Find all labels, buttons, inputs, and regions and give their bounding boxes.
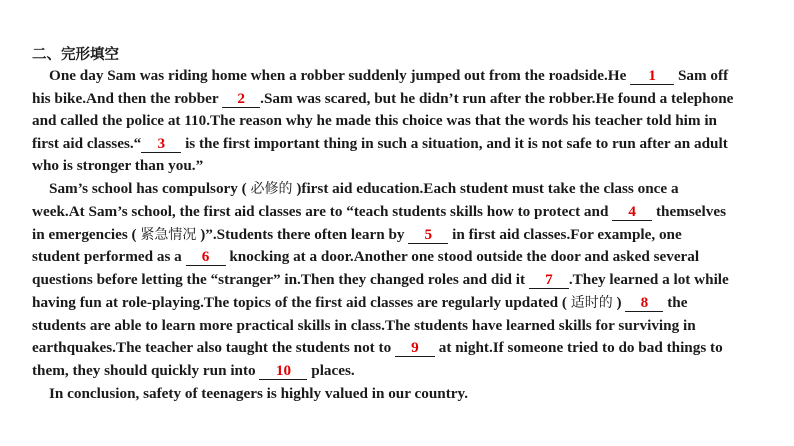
text-segment: his bike.And then the robber (32, 90, 223, 107)
answer-number: 9 (411, 339, 419, 356)
answer-blank-4 (612, 203, 652, 221)
text-segment: week.At Sam’s school, the first aid classes are to “teach students skills how to protect and (32, 203, 613, 220)
text-line-2 (32, 88, 733, 110)
text-segment: places. (307, 362, 355, 379)
text-line-15: In conclusion, safety of teenagers is highly valued in our country. (49, 385, 469, 402)
text-segment: them, they should quickly run into (32, 362, 260, 379)
text-line-14 (32, 360, 355, 382)
text-segment: student performed as a (32, 248, 186, 265)
text-segment: in emergencies ( (32, 226, 141, 243)
text-segment: themselves (652, 203, 727, 220)
answer-number: 6 (201, 248, 210, 265)
answer-number: 10 (275, 362, 292, 379)
text-segment: .They learned a lot while (568, 271, 729, 288)
answer-blank-6 (186, 248, 226, 266)
text-segment: questions before letting the “stranger” in.Then they changed roles and did it (32, 271, 529, 288)
text-segment: Sam’s school has compulsory ( (49, 180, 251, 197)
answer-number: 1 (648, 67, 656, 84)
text-segment: )first aid education.Each student must take the class once a (292, 180, 679, 197)
chinese-gloss: 必修的 (250, 181, 293, 197)
text-segment: at night.If someone tried to do bad things to (434, 339, 723, 356)
chinese-gloss: 适时的 (570, 295, 613, 311)
text-segment: in first aid classes.For example, one (448, 226, 682, 243)
section-heading: 二、完形填空 (32, 47, 119, 63)
text-line-9 (32, 246, 699, 268)
text-segment: .Sam was scared, but he didn’t run after the robber.He found a telephone (260, 90, 734, 107)
text-segment: knocking at a door.Another one stood outside the door and asked several (225, 248, 700, 265)
answer-number: 4 (628, 203, 636, 220)
text-line-6 (49, 178, 679, 200)
text-segment: ) (612, 294, 626, 311)
text-segment: One day Sam was riding home when a robber suddenly jumped out from the roadside.He (49, 67, 631, 84)
text-segment: first aid classes.“ (32, 135, 142, 152)
text-segment: Sam off (674, 67, 729, 84)
text-line-7 (32, 201, 726, 223)
answer-blank-1 (630, 67, 674, 85)
text-line-4 (32, 133, 728, 155)
answer-blank-7 (529, 271, 569, 289)
text-segment: having fun at role-playing.The topics of the first aid classes are regularly updated ( (32, 294, 571, 311)
text-line-1 (49, 65, 728, 87)
answer-blank-2 (222, 90, 260, 108)
text-line-8 (32, 224, 682, 246)
text-segment: )”.Students there often learn by (196, 226, 409, 243)
text-segment: is the first important thing in such a situation, and it is not safe to run after an adult (181, 135, 728, 152)
text-line-13 (32, 337, 723, 359)
answer-number: 2 (237, 90, 245, 107)
answer-blank-8 (625, 294, 663, 312)
answer-blank-3 (141, 135, 181, 153)
answer-number: 8 (640, 294, 649, 311)
text-segment: earthquakes.The teacher also taught the students not to (32, 339, 395, 356)
text-line-3: and called the police at 110.The reason why he made this choice was that the words his teacher told him in (32, 112, 717, 129)
text-line-11 (32, 292, 687, 314)
answer-blank-10 (259, 362, 307, 380)
answer-number: 5 (424, 226, 433, 243)
text-line-5: who is stronger than you.” (32, 157, 204, 174)
chinese-gloss: 紧急情况 (140, 227, 197, 243)
text-line-10 (32, 269, 729, 291)
answer-blank-9 (395, 339, 435, 357)
answer-blank-5 (408, 226, 448, 244)
answer-number: 7 (545, 271, 553, 288)
text-line-12: students are able to learn more practical skills in class.The students have learned skills for surviving in (32, 317, 696, 334)
text-segment: the (663, 294, 688, 311)
answer-number: 3 (157, 135, 166, 152)
